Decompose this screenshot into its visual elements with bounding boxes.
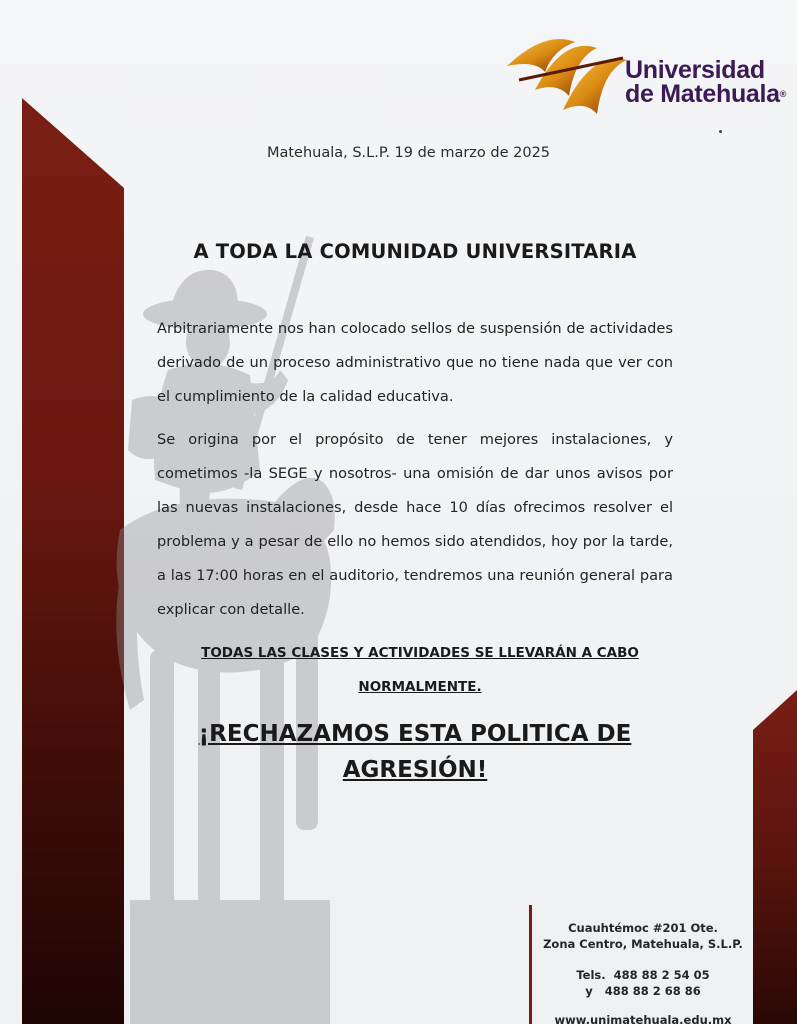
address-line-2: Zona Centro, Matehuala, S.L.P. (543, 937, 743, 951)
logo-wordmark (625, 58, 786, 106)
phone-line-1: Tels. 488 88 2 54 05 (576, 968, 710, 982)
phone-line-2: y 488 88 2 68 86 (585, 984, 701, 998)
footer-divider (529, 905, 532, 1024)
golden-swoosh-logo-icon (505, 30, 630, 116)
paragraph-1: Arbitrariamente nos han colocado sellos de suspensión de actividades derivado de un proceso administrativo que no tiene nada que ver con el cumplimiento de la calidad educativa. (157, 320, 673, 405)
university-logo (505, 30, 795, 120)
paper-speck (719, 130, 722, 133)
date-line: Matehuala, S.L.P. 19 de marzo de 2025 (266, 145, 551, 161)
left-red-band (22, 98, 124, 1024)
right-red-band (753, 690, 797, 1024)
letter-heading: A TODA LA COMUNIDAD UNIVERSITARIA (193, 240, 637, 263)
logo-line-1: Universidad (625, 56, 765, 84)
contact-footer (540, 920, 746, 1024)
registered-mark: ® (779, 89, 787, 99)
address-line-1: Cuauhtémoc #201 Ote. (568, 921, 718, 935)
paragraph-2: Se origina por el propósito de tener mejores instalaciones, y cometimos -la SEGE y nosotros- una omisión de dar unos avisos por las nuevas instalaciones, desde hace 10 días ofrecimos resolver el problema y a pesar de ello no hemos sido atendidos, hoy por la tarde, a las 17:00 horas en el auditorio, tendremos una reunión general para explicar con detalle. (157, 431, 673, 618)
rejection-statement: ¡RECHAZAMOS ESTA POLITICA DE AGRESIÓN! (198, 721, 632, 783)
website-link[interactable]: www.unimatehuala.edu.mx (554, 1013, 732, 1024)
logo-line-2: de Matehuala (625, 80, 780, 108)
classes-notice: TODAS LAS CLASES Y ACTIVIDADES SE LLEVARÁN A CABO NORMALMENTE. (201, 645, 639, 695)
